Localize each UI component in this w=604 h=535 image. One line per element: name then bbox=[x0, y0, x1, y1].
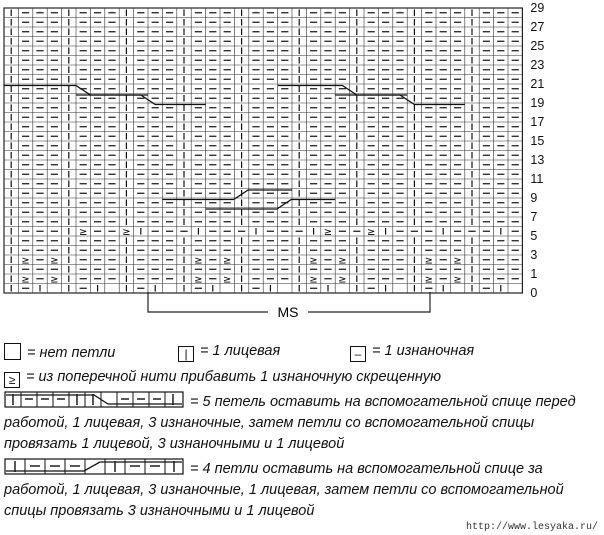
increase-mark: ≥ bbox=[122, 226, 131, 238]
legend-cable-back-text: = 4 петли оставить на вспомогательной спице за работой, 1 лицевая, 3 изнаночные, 1 лицевая, затем петли со вспомогательной спицы провязать 3 изнаночными и 1 лицевой bbox=[4, 461, 564, 519]
ms-label: MS bbox=[277, 304, 299, 320]
increase-mark: ≥ bbox=[309, 274, 318, 286]
increase-mark: ≥ bbox=[194, 274, 203, 286]
row-label: 17 bbox=[530, 115, 545, 129]
legend-cable-front-text: = 5 петель оставить на вспомогательной спице перед работой, 1 лицевая, 3 изнаночные, затем петли со вспомогательной спицы провязать 1 лицевой, 3 изнаночными и 1 лицевой bbox=[4, 394, 576, 452]
increase-mark: ≥ bbox=[194, 255, 203, 267]
increase-symbol-icon: ≥ bbox=[4, 372, 20, 388]
legend-cable-front bbox=[4, 391, 600, 455]
legend-cable-back bbox=[4, 458, 600, 522]
row-label: 7 bbox=[530, 210, 538, 224]
increase-mark: ≥ bbox=[338, 274, 347, 286]
row-label: 11 bbox=[530, 172, 544, 186]
increase-mark: ≥ bbox=[424, 255, 433, 267]
increase-mark: ≥ bbox=[50, 274, 59, 286]
legend-increase bbox=[4, 369, 441, 388]
increase-mark: ≥ bbox=[453, 255, 462, 267]
increase-mark: ≥ bbox=[21, 274, 30, 286]
legend-knit bbox=[178, 343, 280, 362]
increase-mark: ≥ bbox=[453, 274, 462, 286]
legend-purl bbox=[350, 343, 474, 362]
increase-mark: ≥ bbox=[323, 226, 333, 238]
legend-knit-text: = 1 лицевая bbox=[200, 343, 281, 359]
row-label: 9 bbox=[530, 191, 538, 205]
knit-symbol-icon: | bbox=[178, 346, 194, 362]
legend-no-stitch bbox=[4, 343, 115, 361]
increase-mark: ≥ bbox=[79, 226, 88, 238]
watermark: http://www.lesyaka.ru/ bbox=[465, 522, 598, 533]
ms-bracket bbox=[148, 292, 430, 321]
legend-purl-text: = 1 изнаночная bbox=[372, 343, 475, 359]
increase-mark: ≥ bbox=[309, 255, 318, 267]
row-label: 3 bbox=[530, 248, 538, 262]
row-label: 21 bbox=[530, 77, 545, 91]
increase-mark: ≥ bbox=[223, 255, 232, 267]
row-label: 19 bbox=[530, 96, 545, 110]
row-label: 0 bbox=[530, 286, 538, 300]
purl-symbol-icon: – bbox=[350, 346, 366, 362]
row-label: 15 bbox=[530, 134, 545, 148]
cable-front-icon bbox=[4, 391, 184, 409]
row-label: 27 bbox=[530, 20, 545, 34]
increase-mark: ≥ bbox=[424, 274, 433, 286]
increase-mark: ≥ bbox=[338, 255, 347, 267]
row-labels bbox=[530, 1, 544, 300]
increase-mark: ≥ bbox=[21, 255, 30, 267]
increase-mark: ≥ bbox=[50, 255, 59, 267]
legend-increase-text: = из поперечной нити прибавить 1 изнаночную скрещенную bbox=[26, 369, 442, 385]
row-label: 23 bbox=[530, 58, 545, 72]
empty-square-icon bbox=[4, 343, 21, 360]
legend-no-stitch-text: = нет петли bbox=[27, 345, 116, 361]
increase-mark: ≥ bbox=[367, 226, 376, 238]
row-label: 25 bbox=[530, 39, 545, 53]
row-label: 13 bbox=[530, 153, 545, 167]
row-label: 1 bbox=[530, 267, 538, 281]
row-label: 29 bbox=[530, 1, 545, 15]
increase-mark: ≥ bbox=[223, 274, 232, 286]
cable-back-icon bbox=[4, 458, 184, 476]
row-label: 5 bbox=[530, 229, 538, 243]
